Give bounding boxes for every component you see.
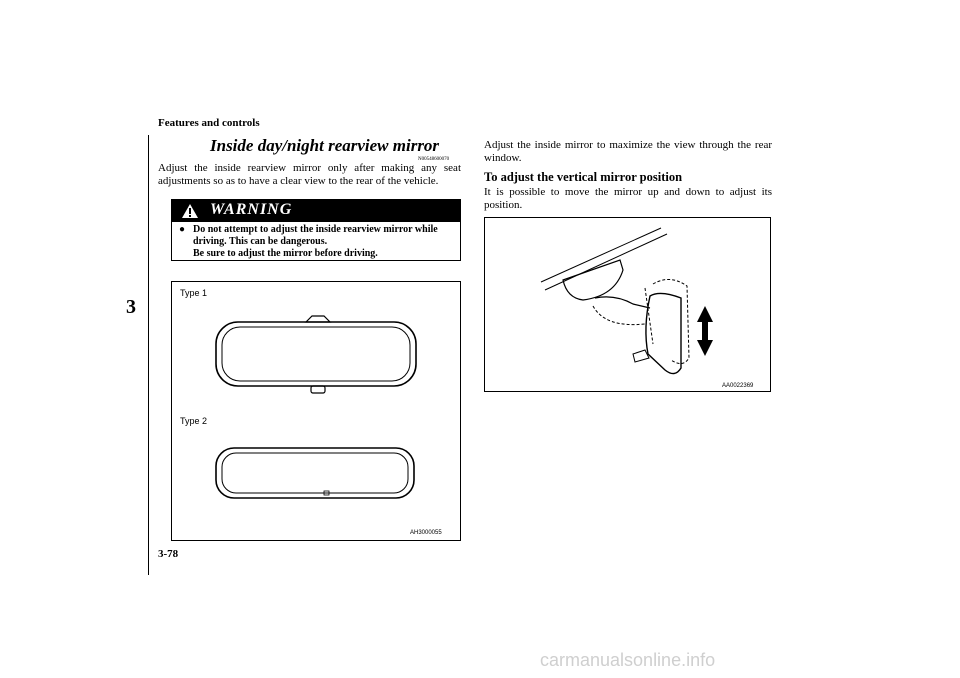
page-header: Features and controls <box>158 117 260 129</box>
warning-triangle-icon <box>181 203 199 219</box>
page-number: 3-78 <box>158 548 179 560</box>
warning-text-1: Do not attempt to adjust the inside rearview mirror while driving. This can be dangerous. <box>193 224 438 247</box>
type2-mirror-icon <box>216 448 414 498</box>
subheading: To adjust the vertical mirror position <box>484 170 683 184</box>
right-body: It is possible to move the mirror up and down to adjust its position. <box>484 186 772 211</box>
chapter-divider <box>148 135 149 575</box>
right-intro: Adjust the inside mirror to maximize the view through the rear window. <box>484 139 772 164</box>
figure-vertical-adjust <box>484 217 771 392</box>
vertical-adjust-illustration <box>485 218 770 391</box>
type2-label: Type 2 <box>180 416 208 426</box>
figure2-code: AA0022369 <box>722 383 754 389</box>
warning-text-2: Be sure to adjust the mirror before driving. <box>193 248 378 259</box>
watermark: carmanualsonline.info <box>540 650 716 670</box>
warning-body <box>179 224 455 260</box>
warning-header <box>172 200 460 222</box>
figure1-code: AH3000055 <box>410 530 442 536</box>
mirror-types-illustration <box>172 282 460 540</box>
warning-item <box>179 224 455 260</box>
type1-mirror-icon <box>216 316 416 393</box>
section-title: Inside day/night rearview mirror <box>210 136 440 155</box>
figure-mirror-types <box>171 281 461 541</box>
type1-label: Type 1 <box>180 288 208 298</box>
section-intro: Adjust the inside rearview mirror only after making any seat adjustments so as to have a clear view to the rear of the vehicle. <box>158 162 461 187</box>
warning-box <box>171 199 461 261</box>
warning-label: WARNING <box>210 201 293 218</box>
section-code: N00548600070 <box>418 157 450 162</box>
chapter-number: 3 <box>126 296 136 318</box>
up-down-arrow-icon <box>697 306 713 356</box>
bullet-icon: ● <box>179 224 186 235</box>
